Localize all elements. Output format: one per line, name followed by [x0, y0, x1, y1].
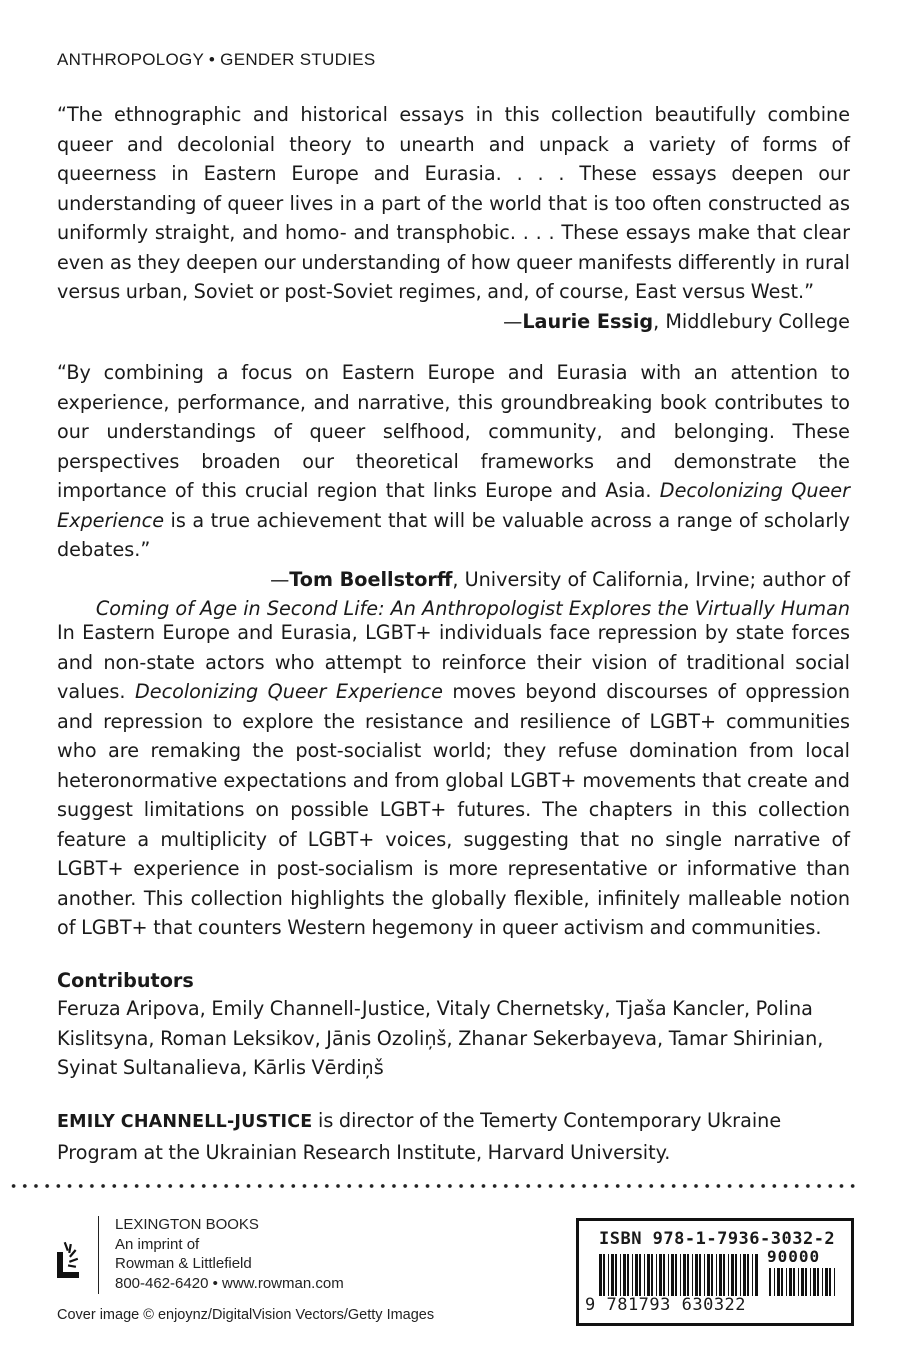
barcode-bar: [704, 1254, 705, 1296]
barcode-bar: [680, 1254, 681, 1296]
blurb-boellstorff-attribution: [57, 565, 850, 595]
barcode-bar: [801, 1268, 804, 1296]
barcode-bar: [825, 1268, 828, 1296]
barcode-bar: [647, 1254, 650, 1296]
barcode-bar: [687, 1254, 689, 1296]
barcode-bar: [834, 1268, 835, 1296]
barcode-bar: [632, 1254, 633, 1296]
description-part: In Eastern Europe and Eurasia, LGBT+ individuals face repression by state forces and non-state actors who attempt to reinforce their vision of traditional social values.: [57, 621, 850, 703]
dotted-divider: [8, 1183, 860, 1189]
barcode-bar: [781, 1268, 783, 1296]
publisher-info: [115, 1215, 344, 1293]
endorser-affiliation: , University of California, Irvine; author of: [452, 567, 850, 591]
endorser-affiliation: , Middlebury College: [653, 309, 850, 333]
book-description-text: [57, 618, 850, 943]
barcode: [576, 1218, 854, 1326]
barcode-bar: [663, 1254, 665, 1296]
blurb-boellstorff: [57, 358, 850, 624]
addon-barcode-bars: [769, 1268, 836, 1296]
barcode-bar: [817, 1268, 819, 1296]
publisher-parent: Rowman & Littlefield: [115, 1255, 252, 1272]
blurb-boellstorff-text: [57, 358, 850, 565]
book-title: Decolonizing Queer Experience: [57, 479, 850, 532]
blurb-essig: [57, 100, 850, 336]
blurb-essig-attribution: [57, 307, 850, 337]
author-bio: [57, 1106, 850, 1167]
barcode-bar: [735, 1254, 737, 1296]
barcode-bar: [723, 1254, 725, 1296]
contributors-heading: Contributors: [57, 969, 194, 992]
barcode-bar: [822, 1268, 823, 1296]
barcode-bar: [805, 1268, 807, 1296]
blurb-essig-text: “The ethnographic and historical essays in this collection beautifully combine queer and decolonial theory to unearth and unpack a variety of forms of queerness in Eastern Europe and Eurasia. . . . These essays deepen our understanding of queer lives in a part of the world that is too often constructed as uniformly straight, and homo- and transphobic. . . . These essays make that clear even as they deepen our understanding of how queer manifests differently in rural versus urban, Soviet or post-Soviet regimes, and, of course, East versus West.”: [57, 103, 850, 303]
barcode-bar: [716, 1254, 717, 1296]
barcode-bar: [620, 1254, 621, 1296]
barcode-bar: [639, 1254, 641, 1296]
barcode-bar: [719, 1254, 722, 1296]
description-part: moves beyond discourses of oppression and repression to explore the resistance and resilience of LGBT+ communities who are remaking the post-socialist world; they refuse domination from local heteronormative expectations and from global LGBT+ movements that create and suggest limitations on possible LGBT+ futures. The chapters in this collection feature a multiplicity of LGBT+ voices, suggesting that no single narrative of LGBT+ experience in post-socialism is more representative or informative than another. This collection highlights the globally flexible, infinitely malleable notion of LGBT+ that counters Western hegemony in queer activism and communities.: [57, 680, 850, 939]
publisher-imprint-line: An imprint of: [115, 1235, 200, 1253]
barcode-bar: [789, 1268, 792, 1296]
lexington-logo-icon: [53, 1238, 83, 1280]
barcode-bar: [635, 1254, 638, 1296]
barcode-bar: [813, 1268, 816, 1296]
barcode-bar: [711, 1254, 713, 1296]
barcode-bar: [683, 1254, 686, 1296]
barcode-bar: [740, 1254, 741, 1296]
barcode-bar: [608, 1254, 609, 1296]
barcode-bar: [651, 1254, 653, 1296]
barcode-bar: [798, 1268, 799, 1296]
barcode-bar: [774, 1268, 775, 1296]
barcode-bar: [755, 1254, 758, 1296]
ean-barcode-bars: [599, 1254, 759, 1296]
author-bio-text: [57, 1106, 850, 1167]
endorser-book-title: Coming of Age in Second Life: An Anthropologist Explores the Virtually Human: [95, 597, 850, 620]
barcode-bar: [671, 1254, 674, 1296]
barcode-bar: [623, 1254, 626, 1296]
barcode-bar: [743, 1254, 746, 1296]
category-label: ANTHROPOLOGY • GENDER STUDIES: [57, 50, 376, 69]
barcode-bar: [599, 1254, 602, 1296]
publisher-name: LEXINGTON BOOKS: [115, 1216, 259, 1233]
barcode-bar: [603, 1254, 605, 1296]
barcode-bar: [707, 1254, 710, 1296]
barcode-bar: [810, 1268, 811, 1296]
barcode-bar: [675, 1254, 677, 1296]
ean-digits: 9 781793 630322: [585, 1295, 747, 1315]
barcode-bar: [695, 1254, 698, 1296]
barcode-bar: [668, 1254, 669, 1296]
barcode-bar: [644, 1254, 645, 1296]
cover-image-credit: Cover image © enjoynz/DigitalVision Vectors/Getty Images: [57, 1307, 435, 1323]
attribution-dash: —: [503, 309, 523, 333]
barcode-bar: [699, 1254, 701, 1296]
barcode-bar: [659, 1254, 662, 1296]
barcode-bar: [627, 1254, 629, 1296]
book-title: Decolonizing Queer Experience: [134, 680, 443, 703]
price-addon-number: 90000: [767, 1247, 821, 1266]
publisher-divider: [98, 1216, 99, 1294]
barcode-bar: [611, 1254, 614, 1296]
barcode-bar: [829, 1268, 831, 1296]
publisher-contact: 800-462-6420 • www.rowman.com: [115, 1274, 344, 1292]
endorser-name: Laurie Essig: [522, 309, 654, 333]
attribution-dash: —: [270, 567, 290, 591]
barcode-bar: [752, 1254, 753, 1296]
barcode-bar: [777, 1268, 780, 1296]
endorser-name: Tom Boellstorff: [289, 567, 453, 591]
barcode-bar: [786, 1268, 787, 1296]
barcode-bar: [656, 1254, 657, 1296]
isbn-text: ISBN 978-1-7936-3032-2: [599, 1229, 836, 1249]
blurb-text-part: “By combining a focus on Eastern Europe and Eurasia with an attention to experience, performance, and narrative, this groundbreaking book contributes to our understandings of queer selfhood, community, and belonging. These perspectives broaden our theoretical frameworks and demonstrate the importance of this crucial region that links Europe and Asia.: [57, 361, 850, 502]
barcode-bar: [769, 1268, 771, 1296]
contributors-list: [57, 994, 850, 1083]
barcode-bar: [728, 1254, 729, 1296]
book-description: [57, 618, 850, 943]
author-name: EMILY CHANNELL-JUSTICE: [57, 1112, 313, 1132]
barcode-bar: [692, 1254, 693, 1296]
barcode-bar: [731, 1254, 734, 1296]
barcode-bar: [747, 1254, 749, 1296]
barcode-bar: [615, 1254, 617, 1296]
author-bio-body: is director of the Temerty Contemporary Ukraine Program at the Ukrainian Research Institute, Harvard University.: [57, 1109, 782, 1164]
barcode-bar: [793, 1268, 795, 1296]
blurb-text-part: is a true achievement that will be valuable across a range of scholarly debates.”: [57, 508, 850, 561]
contributors-names: Feruza Aripova, Emily Channell-Justice, Vitaly Chernetsky, Tjaša Kancler, Polina Kislitsyna, Roman Leksikov, Jānis Ozoliņš, Zhanar Sekerbayeva, Tamar Shirinian, Syinat Sultanalieva, Kārlis Vērdiņš: [57, 997, 824, 1079]
